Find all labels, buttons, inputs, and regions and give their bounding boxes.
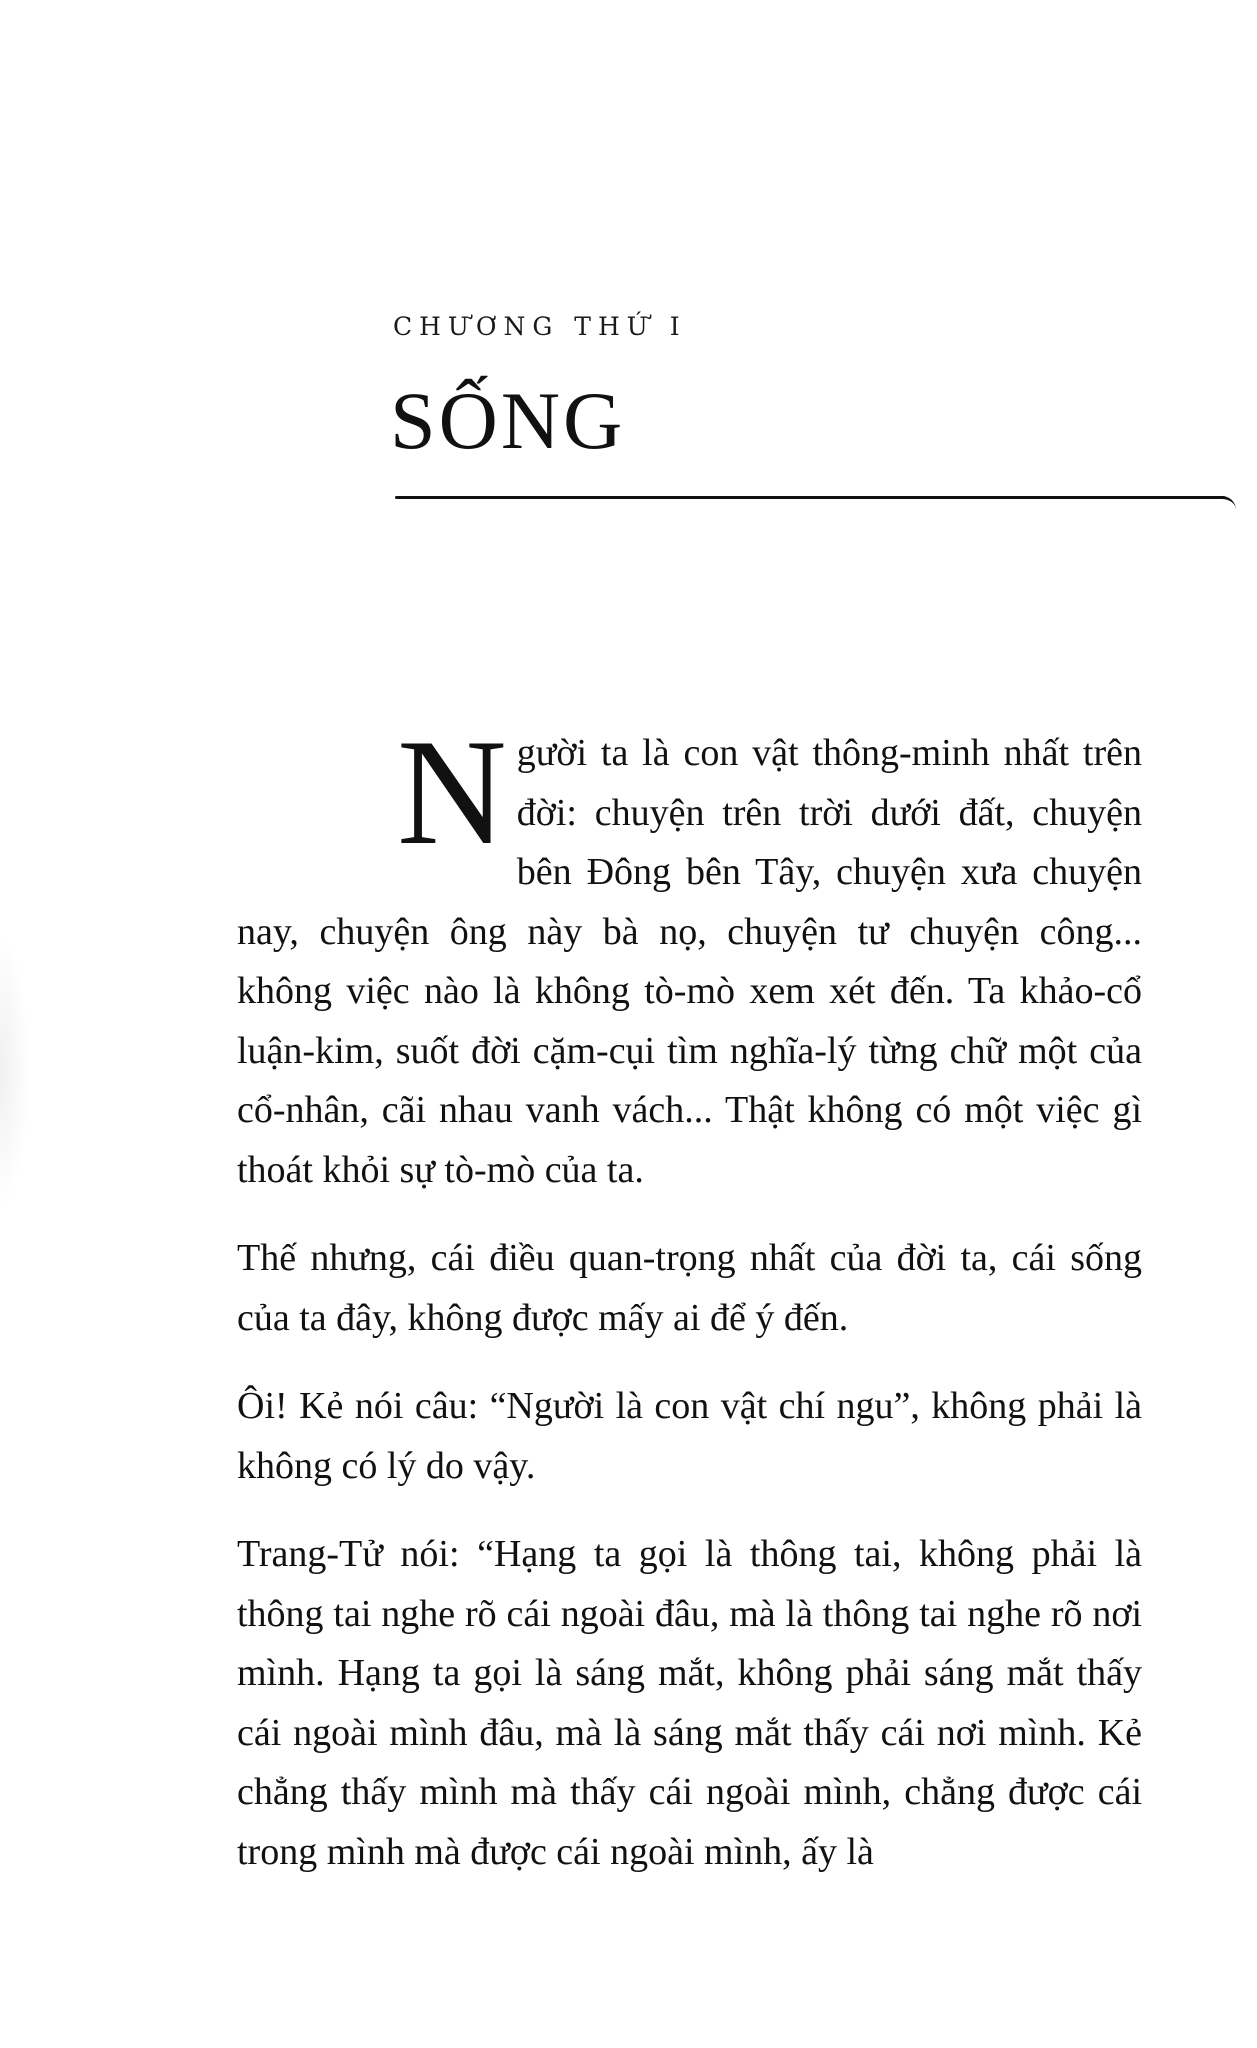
body-text: [237, 708, 1142, 1911]
paragraph-3: Ôi! Kẻ nói câu: “Người là con vật chí ngu”, không phải là không có lý do vậy.: [237, 1385, 1142, 1487]
title-rule: [395, 496, 1225, 499]
paragraph-4: Trang-Tử nói: “Hạng ta gọi là thông tai, không phải là thông tai nghe rõ cái ngoài đâu, mà là thông tai nghe rõ nơi mình. Hạng ta gọi là sáng mắt, không phải sáng mắt thấy cái ngoài mình đâu, mà là sáng mắt thấy cái nơi mình. Kẻ chẳng thấy mình mà thấy cái ngoài mình, chẳng được cái trong mình mà được cái ngoài mình, ấy là: [237, 1533, 1142, 1873]
page-edge-shadow: [0, 930, 30, 1210]
paragraph-1: [237, 708, 1142, 1200]
chapter-title: SỐNG: [390, 375, 626, 466]
paragraph-1-text: gười ta là con vật thông-minh nhất trên đời: chuyện trên trời dưới đất, chuyện bên Đông bên Tây, chuyện xưa chuyện nay, chuyện ông này bà nọ, chuyện tư chuyện công... không việc nào là không tò-mò xem xét đến. Ta khảo-cổ luận-kim, suốt đời cặm-cụi tìm nghĩa-lý từng chữ một của cổ-nhân, cãi nhau vanh vách... Thật không có một việc gì thoát khỏi sự tò-mò của ta.: [237, 732, 1142, 1191]
drop-cap: N: [397, 708, 507, 876]
title-rule-tail: [1222, 496, 1236, 513]
chapter-label: CHƯƠNG THỨ I: [393, 312, 687, 341]
paragraph-2: Thế nhưng, cái điều quan-trọng nhất của đời ta, cái sống của ta đây, không được mấy ai để ý đến.: [237, 1237, 1142, 1339]
